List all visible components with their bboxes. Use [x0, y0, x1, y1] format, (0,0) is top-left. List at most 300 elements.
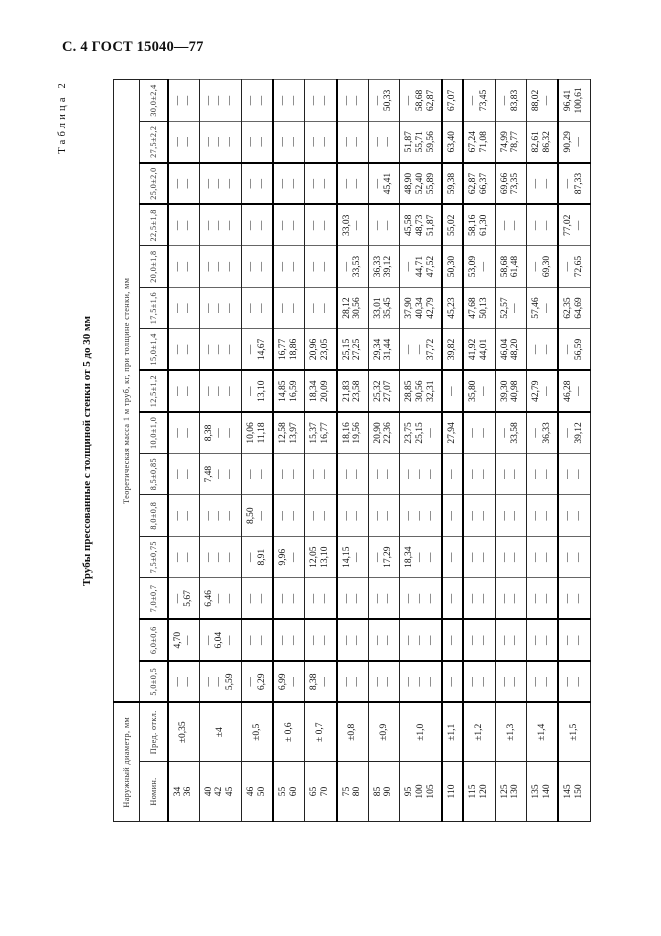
empty-value-dash: — [352, 220, 363, 231]
mass-value: 82,61 [531, 131, 542, 153]
tolerance-cell: ± 0,6 [273, 703, 305, 762]
empty-value-dash: — [499, 428, 510, 438]
empty-value-dash: — [372, 552, 383, 562]
mass-value: 14,15 [341, 546, 352, 568]
table-row [463, 80, 495, 822]
empty-value-dash: — [478, 386, 489, 396]
empty-value-dash: — [510, 469, 521, 479]
header-thickness: 8,5±0,85 [140, 453, 168, 495]
mass-value: 45,23 [447, 297, 458, 319]
table-row [168, 80, 200, 822]
mass-value: 52,40 [415, 172, 426, 195]
mass-cell [305, 287, 337, 329]
empty-value-dash: — [352, 593, 363, 604]
empty-value-dash: — [319, 635, 330, 645]
mass-value: 37,72 [425, 338, 436, 361]
table-row [400, 80, 442, 822]
mass-value: 47,52 [425, 255, 436, 278]
empty-value-dash: — [352, 635, 363, 645]
nominal-diameter-cell [337, 762, 369, 822]
header-thickness: 22,5±1,8 [140, 204, 168, 246]
nominal-diameter-cell [368, 762, 400, 822]
empty-value-dash: — [499, 220, 510, 231]
mass-value: 18,34 [404, 546, 415, 568]
empty-value-dash: — [214, 469, 225, 479]
mass-value: 12,58 [278, 422, 289, 444]
empty-value-dash: — [203, 677, 214, 687]
mass-cell [305, 578, 337, 620]
empty-value-dash: — [288, 635, 299, 645]
mass-value: 23,75 [404, 422, 415, 444]
empty-value-dash: — [372, 220, 383, 231]
empty-value-dash: — [288, 510, 299, 521]
empty-value-dash: — [203, 552, 214, 562]
table-title: Трубы прессованные с толщиной стенки от 5 до 30 мм [81, 315, 93, 587]
mass-cell [527, 287, 559, 329]
mass-value: 50,13 [478, 297, 489, 319]
empty-value-dash: — [383, 510, 394, 521]
empty-value-dash: — [256, 220, 267, 231]
nominal-diameter: 80 [352, 786, 363, 797]
empty-value-dash: — [447, 510, 458, 521]
empty-value-dash: — [319, 220, 330, 231]
empty-value-dash: — [172, 552, 183, 562]
mass-value: 13,10 [319, 546, 330, 568]
empty-value-dash: — [245, 178, 256, 189]
empty-value-dash: — [183, 635, 194, 645]
mass-cell [368, 121, 400, 163]
empty-value-dash: — [425, 552, 436, 562]
mass-cell [168, 495, 200, 537]
header-thickness: 8,0±0,8 [140, 495, 168, 537]
mass-value: 39,12 [573, 422, 584, 444]
empty-value-dash: — [224, 469, 235, 479]
empty-value-dash: — [203, 220, 214, 231]
mass-cell [273, 578, 305, 620]
nominal-diameter: 110 [447, 784, 458, 799]
empty-value-dash: — [478, 593, 489, 604]
mass-cell [527, 578, 559, 620]
mass-value: 100,61 [573, 87, 584, 114]
page-header: С. 4 ГОСТ 15040—77 [62, 39, 204, 55]
empty-value-dash: — [172, 137, 183, 147]
mass-cell [368, 204, 400, 246]
mass-cell [400, 287, 442, 329]
empty-value-dash: — [404, 593, 415, 604]
mass-value: 61,30 [478, 214, 489, 237]
mass-cell [199, 246, 241, 288]
mass-value: 15,37 [309, 422, 320, 444]
empty-value-dash: — [499, 677, 510, 687]
tolerance-cell: ±1,3 [495, 703, 527, 762]
mass-cell [305, 329, 337, 371]
empty-value-dash: — [404, 261, 415, 272]
mass-value: 44,01 [478, 338, 489, 361]
empty-value-dash: — [372, 469, 383, 479]
mass-value: 27,25 [352, 338, 363, 361]
mass-cell [273, 453, 305, 495]
empty-value-dash: — [499, 510, 510, 521]
mass-value: 42,79 [425, 297, 436, 319]
mass-value: 16,59 [288, 380, 299, 402]
nominal-diameter: 120 [478, 784, 489, 799]
mass-value: 14,67 [256, 338, 267, 361]
mass-value: 52,57 [499, 297, 510, 319]
empty-value-dash: — [531, 510, 542, 521]
mass-value: 22,36 [383, 422, 394, 444]
nominal-diameter: 140 [541, 784, 552, 799]
empty-value-dash: — [447, 593, 458, 604]
tolerance-cell: ±0,35 [168, 703, 200, 762]
mass-cell [199, 329, 241, 371]
mass-value: 6,46 [203, 590, 214, 607]
mass-cell [241, 204, 273, 246]
empty-value-dash: — [468, 552, 479, 562]
mass-cell [527, 370, 559, 412]
mass-cell [199, 661, 241, 703]
header-thickness: 12,5±1,2 [140, 370, 168, 412]
mass-value: 36,33 [541, 422, 552, 444]
mass-cell [168, 661, 200, 703]
empty-value-dash: — [352, 552, 363, 562]
mass-value: 77,02 [563, 214, 574, 237]
mass-cell [368, 536, 400, 578]
mass-cell [305, 412, 337, 454]
header-thickness: 5,0±0,5 [140, 661, 168, 703]
mass-cell [199, 370, 241, 412]
empty-value-dash: — [510, 220, 521, 231]
mass-cell [527, 246, 559, 288]
mass-value: 41,92 [468, 338, 479, 361]
mass-cell [442, 204, 463, 246]
nominal-diameter-cell [199, 762, 241, 822]
empty-value-dash: — [415, 593, 426, 604]
mass-value: 55,89 [425, 172, 436, 195]
mass-cell [527, 80, 559, 122]
mass-cell [442, 370, 463, 412]
mass-value: 17,29 [383, 546, 394, 568]
header-thickness: 27,5±2,2 [140, 121, 168, 163]
empty-value-dash: — [172, 677, 183, 687]
empty-value-dash: — [341, 469, 352, 479]
mass-value: 35,45 [383, 297, 394, 319]
empty-value-dash: — [309, 220, 320, 231]
empty-value-dash: — [425, 510, 436, 521]
nominal-diameter: 135 [531, 784, 542, 799]
empty-value-dash: — [245, 303, 256, 313]
mass-cell [168, 536, 200, 578]
empty-value-dash: — [214, 593, 225, 604]
empty-value-dash: — [383, 469, 394, 479]
empty-value-dash: — [319, 303, 330, 313]
mass-value: 4,70 [172, 631, 183, 649]
empty-value-dash: — [203, 178, 214, 189]
empty-value-dash: — [404, 510, 415, 521]
empty-value-dash: — [256, 635, 267, 645]
empty-value-dash: — [478, 510, 489, 521]
mass-cell [168, 287, 200, 329]
empty-value-dash: — [531, 635, 542, 645]
empty-value-dash: — [341, 178, 352, 189]
empty-value-dash: — [245, 95, 256, 106]
mass-cell [305, 246, 337, 288]
nominal-diameter: 150 [573, 784, 584, 799]
mass-cell [368, 619, 400, 661]
empty-value-dash: — [383, 677, 394, 687]
empty-value-dash: — [224, 386, 235, 396]
mass-value: 48,20 [510, 338, 521, 361]
empty-value-dash: — [288, 95, 299, 106]
header-thickness: 15,0±1,4 [140, 329, 168, 371]
empty-value-dash: — [404, 677, 415, 687]
nominal-diameter-cell [527, 762, 559, 822]
empty-value-dash: — [203, 303, 214, 313]
mass-value: 6,04 [214, 631, 225, 649]
empty-value-dash: — [245, 593, 256, 604]
empty-value-dash: — [531, 220, 542, 231]
empty-value-dash: — [309, 261, 320, 272]
mass-cell [558, 204, 590, 246]
mass-cell [199, 495, 241, 537]
empty-value-dash: — [278, 261, 289, 272]
nominal-diameter: 115 [468, 784, 479, 799]
mass-cell [241, 370, 273, 412]
empty-value-dash: — [573, 677, 584, 687]
nominal-diameter: 55 [278, 786, 289, 797]
empty-value-dash: — [415, 344, 426, 355]
empty-value-dash: — [288, 261, 299, 272]
mass-cell [400, 329, 442, 371]
mass-value: 16,77 [278, 338, 289, 361]
empty-value-dash: — [224, 510, 235, 521]
empty-value-dash: — [447, 677, 458, 687]
header-nominal: Номин. [140, 762, 168, 822]
mass-cell [273, 246, 305, 288]
empty-value-dash: — [541, 386, 552, 396]
mass-value: 40,34 [415, 297, 426, 319]
tolerance-cell: ±0,9 [368, 703, 400, 762]
mass-value: 11,18 [256, 422, 267, 444]
empty-value-dash: — [203, 344, 214, 355]
empty-value-dash: — [319, 593, 330, 604]
empty-value-dash: — [183, 137, 194, 147]
tolerance-cell: ±1,0 [400, 703, 442, 762]
mass-value: 96,41 [563, 89, 574, 112]
mass-cell [442, 287, 463, 329]
empty-value-dash: — [531, 552, 542, 562]
empty-value-dash: — [447, 635, 458, 645]
mass-value: 39,30 [499, 380, 510, 402]
mass-cell [400, 619, 442, 661]
header-thickness: 30,0±2,4 [140, 80, 168, 122]
empty-value-dash: — [404, 635, 415, 645]
mass-value: 86,32 [541, 131, 552, 153]
mass-cell [495, 246, 527, 288]
empty-value-dash: — [468, 510, 479, 521]
mass-cell [337, 412, 369, 454]
mass-cell [368, 578, 400, 620]
empty-value-dash: — [541, 552, 552, 562]
mass-cell [305, 495, 337, 537]
empty-value-dash: — [214, 677, 225, 687]
empty-value-dash: — [447, 469, 458, 479]
table-row [337, 80, 369, 822]
mass-cell [241, 661, 273, 703]
mass-cell [527, 536, 559, 578]
empty-value-dash: — [341, 261, 352, 272]
empty-value-dash: — [468, 428, 479, 438]
mass-cell [558, 121, 590, 163]
mass-value: 39,82 [447, 338, 458, 361]
mass-cell [463, 329, 495, 371]
mass-value: 59,38 [447, 172, 458, 195]
empty-value-dash: — [341, 677, 352, 687]
mass-value: 13,10 [256, 380, 267, 402]
mass-cell [495, 80, 527, 122]
empty-value-dash: — [278, 510, 289, 521]
mass-cell [400, 661, 442, 703]
empty-value-dash: — [214, 386, 225, 396]
mass-cell [400, 204, 442, 246]
mass-cell [199, 287, 241, 329]
empty-value-dash: — [256, 303, 267, 313]
mass-cell [199, 453, 241, 495]
empty-value-dash: — [510, 303, 521, 313]
pipe-mass-table [113, 79, 591, 822]
mass-value: 6,29 [256, 673, 267, 691]
mass-cell [368, 453, 400, 495]
nominal-diameter: 125 [499, 784, 510, 799]
empty-value-dash: — [573, 552, 584, 562]
empty-value-dash: — [172, 469, 183, 479]
mass-cell [168, 163, 200, 205]
mass-value: 64,69 [573, 297, 584, 319]
table-row [527, 80, 559, 822]
nominal-diameter-cell [400, 762, 442, 822]
mass-cell [337, 246, 369, 288]
empty-value-dash: — [224, 552, 235, 562]
empty-value-dash: — [256, 95, 267, 106]
empty-value-dash: — [510, 635, 521, 645]
mass-cell [495, 163, 527, 205]
empty-value-dash: — [563, 593, 574, 604]
mass-cell [199, 578, 241, 620]
nominal-diameter: 130 [510, 784, 521, 799]
mass-cell [168, 246, 200, 288]
mass-cell [495, 619, 527, 661]
mass-cell [368, 412, 400, 454]
mass-value: 71,08 [478, 131, 489, 153]
mass-cell [442, 121, 463, 163]
mass-value: 51,87 [425, 214, 436, 237]
header-theoretical-mass: Теоретическая масса 1 м труб, кг, при толщине стенки, мм [114, 80, 140, 703]
empty-value-dash: — [309, 178, 320, 189]
mass-cell [337, 163, 369, 205]
empty-value-dash: — [183, 95, 194, 106]
mass-cell [442, 80, 463, 122]
tolerance-cell: ±1,4 [527, 703, 559, 762]
mass-cell [558, 370, 590, 412]
mass-cell [273, 536, 305, 578]
mass-cell [558, 619, 590, 661]
mass-cell [442, 578, 463, 620]
empty-value-dash: — [415, 552, 426, 562]
mass-cell [368, 661, 400, 703]
table-row [368, 80, 400, 822]
mass-cell [337, 287, 369, 329]
empty-value-dash: — [415, 510, 426, 521]
empty-value-dash: — [224, 344, 235, 355]
mass-value: 46,04 [499, 338, 510, 361]
mass-value: 25,15 [341, 338, 352, 361]
empty-value-dash: — [319, 469, 330, 479]
mass-cell [495, 536, 527, 578]
mass-cell [442, 661, 463, 703]
empty-value-dash: — [172, 386, 183, 396]
mass-cell [400, 495, 442, 537]
empty-value-dash: — [278, 635, 289, 645]
mass-value: 8,38 [203, 424, 214, 442]
empty-value-dash: — [288, 677, 299, 687]
nominal-diameter: 36 [183, 786, 194, 797]
mass-cell [368, 80, 400, 122]
nominal-diameter: 100 [415, 784, 426, 799]
mass-value: 23,05 [319, 338, 330, 361]
empty-value-dash: — [288, 137, 299, 147]
mass-cell [368, 287, 400, 329]
mass-cell [337, 329, 369, 371]
empty-value-dash: — [319, 178, 330, 189]
empty-value-dash: — [172, 220, 183, 231]
empty-value-dash: — [510, 552, 521, 562]
nominal-diameter: 65 [309, 786, 320, 797]
empty-value-dash: — [563, 178, 574, 189]
mass-value: 66,37 [478, 172, 489, 195]
mass-value: 20,96 [309, 338, 320, 361]
empty-value-dash: — [447, 386, 458, 396]
mass-cell [495, 453, 527, 495]
mass-cell [241, 412, 273, 454]
mass-cell [527, 619, 559, 661]
empty-value-dash: — [203, 635, 214, 645]
mass-value: 44,71 [415, 255, 426, 278]
empty-value-dash: — [309, 137, 320, 147]
empty-value-dash: — [183, 220, 194, 231]
nominal-diameter: 50 [256, 786, 267, 797]
mass-cell [168, 204, 200, 246]
empty-value-dash: — [245, 552, 256, 562]
mass-value: 32,31 [425, 380, 436, 402]
mass-cell [273, 370, 305, 412]
table-row [241, 80, 273, 822]
empty-value-dash: — [172, 303, 183, 313]
empty-value-dash: — [214, 344, 225, 355]
mass-value: 8,50 [245, 507, 256, 524]
mass-cell [442, 329, 463, 371]
mass-value: 53,09 [468, 255, 479, 278]
nominal-diameter-cell [558, 762, 590, 822]
mass-cell [368, 329, 400, 371]
mass-cell [463, 163, 495, 205]
empty-value-dash: — [563, 635, 574, 645]
mass-cell [400, 536, 442, 578]
empty-value-dash: — [573, 469, 584, 479]
mass-value: 69,30 [541, 255, 552, 278]
mass-value: 40,98 [510, 380, 521, 402]
mass-value: 72,65 [573, 255, 584, 278]
mass-cell [241, 163, 273, 205]
empty-value-dash: — [372, 137, 383, 147]
